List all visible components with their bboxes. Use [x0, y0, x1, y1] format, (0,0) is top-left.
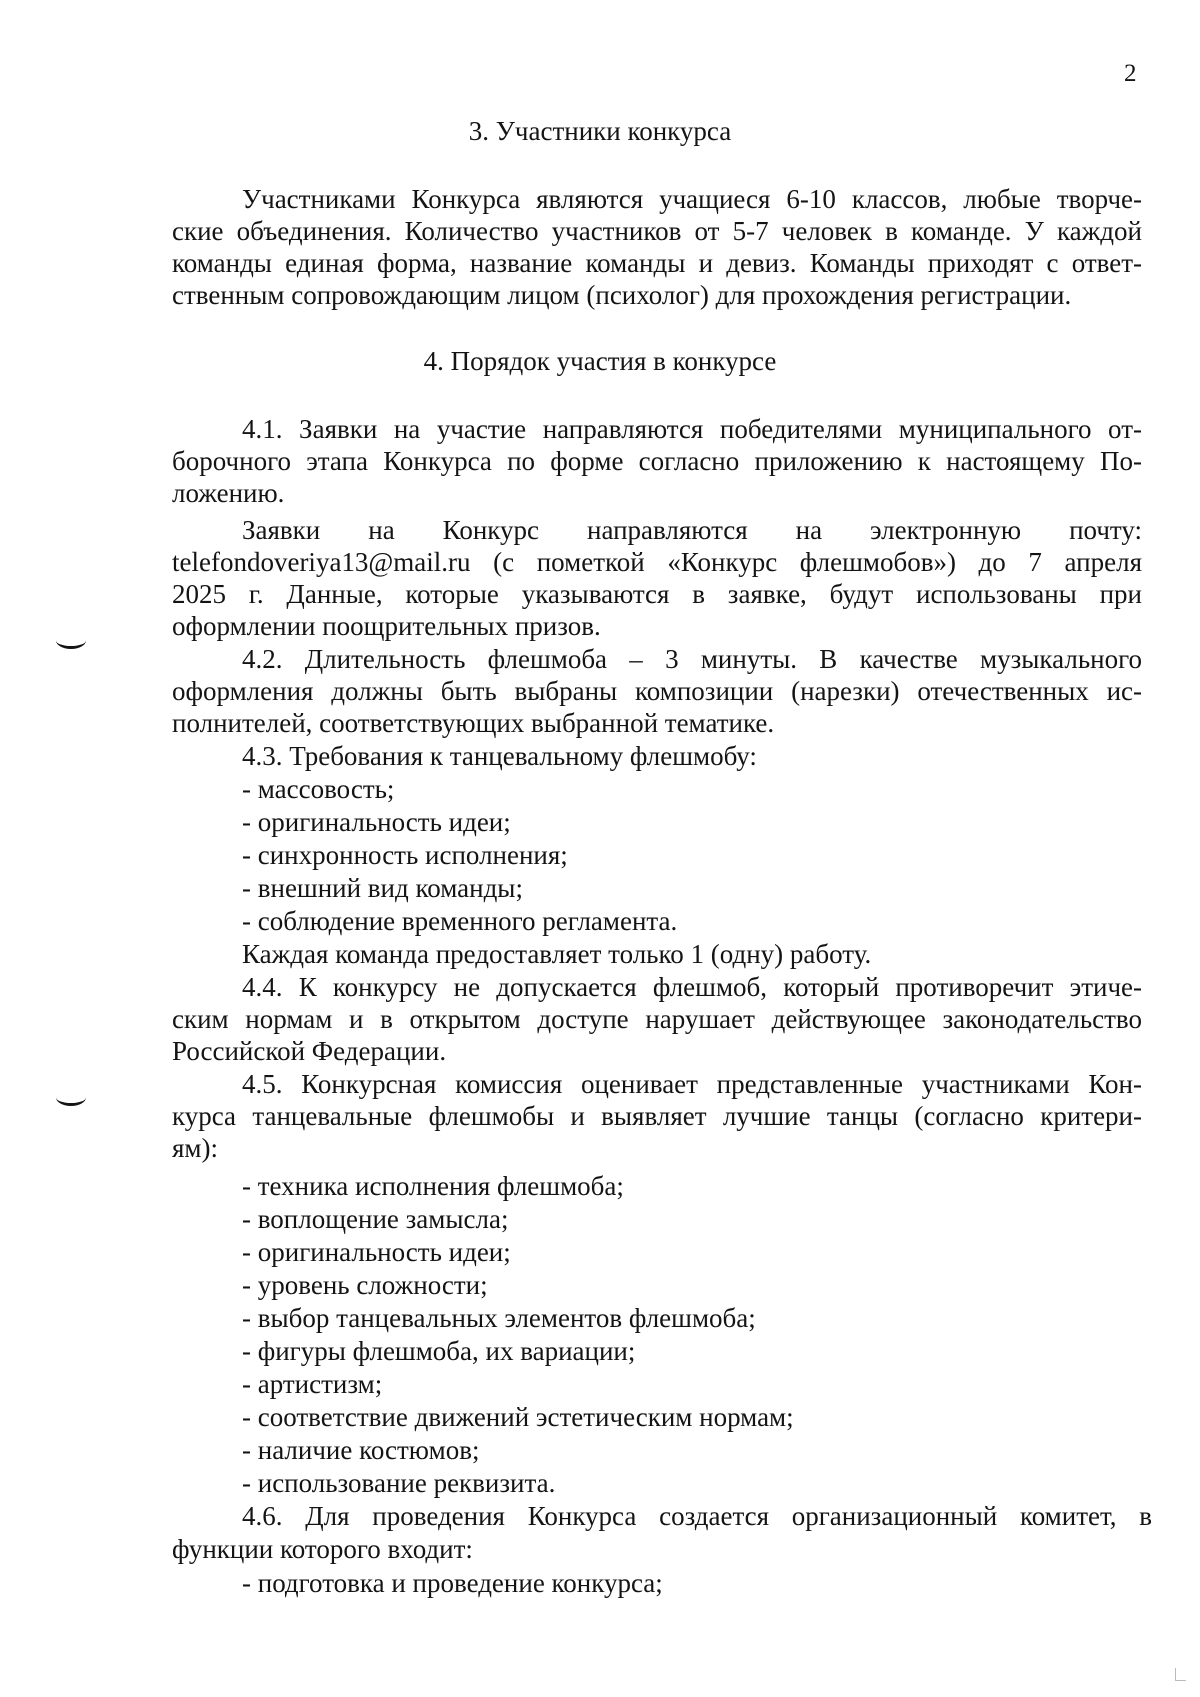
- text-line: ям):: [172, 1133, 218, 1163]
- text-line: Заявки на Конкурс направляются на электронную почту:: [242, 515, 1142, 545]
- text-line: ским нормам и в открытом доступе нарушает действующее законодательство: [172, 1004, 1142, 1034]
- list-item: - уровень сложности;: [242, 1270, 488, 1300]
- text-line: оформлении поощрительных призов.: [172, 611, 601, 641]
- section-4-heading: 4. Порядок участия в конкурсе: [423, 346, 777, 376]
- list-item: - артистизм;: [242, 1369, 383, 1399]
- text-line: функции которого входит:: [172, 1534, 473, 1564]
- list-item: - использование реквизита.: [242, 1468, 556, 1498]
- text-line: 4.1. Заявки на участие направляются победителями муниципального от-: [242, 414, 1142, 444]
- list-item: - внешний вид команды;: [242, 873, 523, 903]
- text-line: Российской Федерации.: [172, 1036, 447, 1066]
- list-item: - синхронность исполнения;: [242, 840, 568, 870]
- text-line: ложению.: [172, 478, 285, 508]
- binder-hole-mark: [56, 1089, 86, 1106]
- text-line: ственным сопровождающим лицом (психолог) для прохождения регистрации.: [172, 280, 1072, 310]
- text-line: Каждая команда предоставляет только 1 (одну) работу.: [242, 939, 872, 969]
- list-item: - воплощение замысла;: [242, 1204, 509, 1234]
- list-item: - техника исполнения флешмоба;: [242, 1171, 624, 1201]
- list-item: - подготовка и проведение конкурса;: [242, 1568, 663, 1598]
- binder-hole-mark: [56, 632, 86, 649]
- list-item: - наличие костюмов;: [242, 1435, 480, 1465]
- text-line: telefondoveriya13@mail.ru (с пометкой «Конкурс флешмобов») до 7 апреля: [172, 547, 1142, 577]
- scan-edge-mark: [1175, 1668, 1186, 1681]
- text-line: команды единая форма, название команды и девиз. Команды приходят с ответ-: [172, 248, 1142, 278]
- text-line: борочного этапа Конкурса по форме согласно приложению к настоящему По-: [172, 446, 1142, 476]
- list-item: - соответствие движений эстетическим нормам;: [242, 1402, 794, 1432]
- text-line: полнителей, соответствующих выбранной тематике.: [172, 708, 775, 738]
- text-line: 4.4. К конкурсу не допускается флешмоб, который противоречит этиче-: [242, 972, 1142, 1002]
- text-line: курса танцевальные флешмобы и выявляет лучшие танцы (согласно критери-: [172, 1101, 1142, 1131]
- text-line: 4.3. Требования к танцевальному флешмобу:: [242, 741, 757, 771]
- text-line: оформления должны быть выбраны композиции (нарезки) отечественных ис-: [172, 676, 1142, 706]
- text-line: 2025 г. Данные, которые указываются в заявке, будут использованы при: [172, 579, 1142, 609]
- list-item: - соблюдение временного регламента.: [242, 906, 678, 936]
- section-3-heading: 3. Участники конкурса: [468, 116, 732, 146]
- list-item: - массовость;: [242, 774, 395, 804]
- list-item: - фигуры флешмоба, их вариации;: [242, 1336, 636, 1366]
- list-item: - выбор танцевальных элементов флешмоба;: [242, 1303, 756, 1333]
- list-item: - оригинальность идеи;: [242, 807, 511, 837]
- page-number: 2: [1124, 60, 1137, 87]
- text-line: Участниками Конкурса являются учащиеся 6-10 классов, любые творче-: [242, 184, 1142, 214]
- text-line: ские объединения. Количество участников от 5-7 человек в команде. У каждой: [172, 216, 1142, 246]
- text-line: 4.6. Для проведения Конкурса создается организационный комитет, в: [242, 1501, 1152, 1531]
- text-line: 4.5. Конкурсная комиссия оценивает представленные участниками Кон-: [242, 1069, 1142, 1099]
- text-line: 4.2. Длительность флешмоба – 3 минуты. В качестве музыкального: [242, 644, 1142, 674]
- list-item: - оригинальность идеи;: [242, 1237, 511, 1267]
